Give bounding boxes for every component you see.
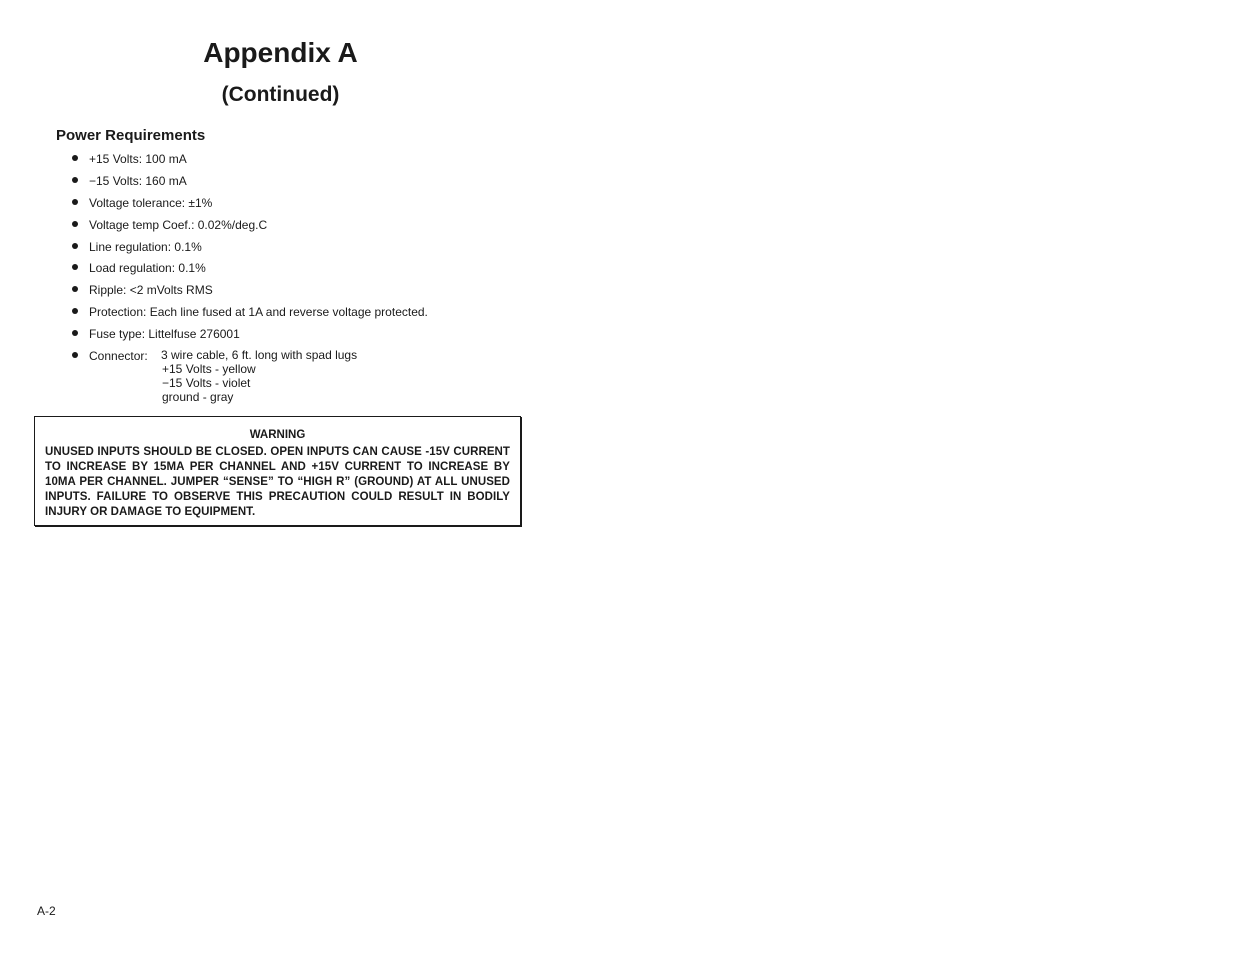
list-item-text: Ripple: <2 mVolts RMS (89, 283, 213, 298)
bullet-icon (72, 221, 78, 227)
connector-line: ground - gray (162, 390, 234, 405)
page-title: Appendix A (203, 37, 358, 68)
bullet-icon (72, 308, 78, 314)
warning-box (34, 416, 521, 526)
connector-line: +15 Volts - yellow (162, 362, 256, 377)
bullet-icon (72, 330, 78, 336)
bullet-icon (72, 243, 78, 249)
list-item-text: +15 Volts: 100 mA (89, 152, 187, 166)
list-item-text: −15 Volts: 160 mA (89, 173, 187, 188)
bullet-icon (72, 352, 78, 358)
connector-details (161, 348, 357, 404)
connector-line: 3 wire cable, 6 ft. long with spad lugs (161, 348, 358, 363)
bullet-icon (72, 177, 78, 183)
connector-label: Connector: (89, 349, 148, 364)
list-item-text: Voltage temp Coef.: 0.02%/deg.C (89, 217, 268, 232)
page-subtitle: (Continued) (221, 83, 340, 106)
list-item-text: Line regulation: 0.1% (89, 239, 202, 254)
warning-body: UNUSED INPUTS SHOULD BE CLOSED. OPEN INPUTS CAN CAUSE -15V CURRENT TO INCREASE BY 15MA PER CHANNEL AND +15V CURRENT TO INCREASE BY 10MA PER CHANNEL. JUMPER “SENSE” TO “HIGH R” (GROUND) AT ALL UNUSED INPUTS. FAILURE TO OBSERVE THIS PRECAUTION COULD RESULT IN BODILY INJURY OR DAMAGE TO EQUIPMENT. (45, 446, 510, 518)
bullet-icon (72, 199, 78, 205)
list-item-text: Voltage tolerance: ±1% (89, 195, 213, 210)
page-number: A-2 (37, 904, 56, 918)
list-item-text: Load regulation: 0.1% (89, 261, 206, 276)
list-item-text: Protection: Each line fused at 1A and reverse voltage protected. (89, 305, 428, 320)
bullet-icon (72, 286, 78, 292)
connector-line: −15 Volts - violet (162, 376, 251, 391)
list-item-text: Fuse type: Littelfuse 276001 (89, 327, 240, 342)
section-heading-power-requirements: Power Requirements (56, 127, 206, 144)
bullet-icon (72, 264, 78, 270)
bullet-icon (72, 155, 78, 161)
warning-title: WARNING (249, 429, 306, 441)
